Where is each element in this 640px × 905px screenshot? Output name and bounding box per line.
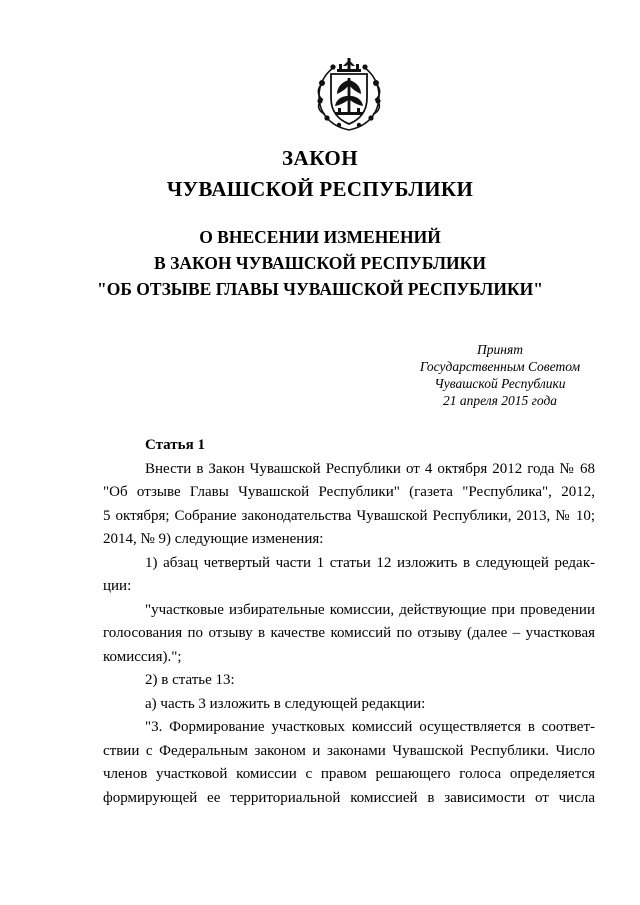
body-line: членов участковой комиссии с правом решающего голоса определяется [103,766,595,782]
body-line: 2014, № 9) следующие изменения: [103,531,324,547]
subject-line: В ЗАКОН ЧУВАШСКОЙ РЕСПУБЛИКИ [154,253,486,273]
adoption-line: Принят [477,342,523,357]
body-line: ствии с Федеральным законом и законами Чувашской Республики. Число [103,742,595,759]
body-line: Внести в Закон Чувашской Республики от 4 октября 2012 года № 68 [145,460,595,477]
body-line: формирующей ее территориальной комиссией в зависимости от числа [103,789,595,806]
article-body [103,434,595,810]
adoption-note [400,341,600,409]
subject-line: "ОБ ОТЗЫВЕ ГЛАВЫ ЧУВАШСКОЙ РЕСПУБЛИКИ" [97,279,543,299]
body-line: 5 октября; Собрание законодательства Чувашской Республики, 2013, № 10; [103,507,595,524]
law-title: ЗАКОН [281,146,359,170]
body-line: "Об отзыве Главы Чувашской Республики" (газета "Республика", 2012, [103,484,595,500]
adoption-date: 21 апреля 2015 года [442,393,558,408]
body-line: голосования по отзыву в качестве комиссий по отзыву (далее – участковая [103,625,595,641]
body-line: 2) в статье 13: [145,672,235,688]
chuvash-republic-emblem-icon [313,56,385,134]
body-line: а) часть 3 изложить в следующей редакции: [145,695,426,712]
subject-line: О ВНЕСЕНИИ ИЗМЕНЕНИЙ [199,227,441,247]
body-line: "3. Формирование участковых комиссий осуществляется в соответ- [145,719,595,735]
republic-title: ЧУВАШСКОЙ РЕСПУБЛИКИ [166,177,474,201]
body-line: ции: [103,578,132,594]
body-line: 1) абзац четвертый части 1 статьи 12 изложить в следующей редак- [145,554,595,571]
adoption-line: Чувашской Республики [434,376,566,391]
article-heading: Статья 1 [145,437,205,453]
body-line: "участковые избирательные комиссии, действующие при проведении [145,601,595,618]
body-line: комиссия)."; [103,648,182,665]
adoption-line: Государственным Советом [419,359,581,374]
